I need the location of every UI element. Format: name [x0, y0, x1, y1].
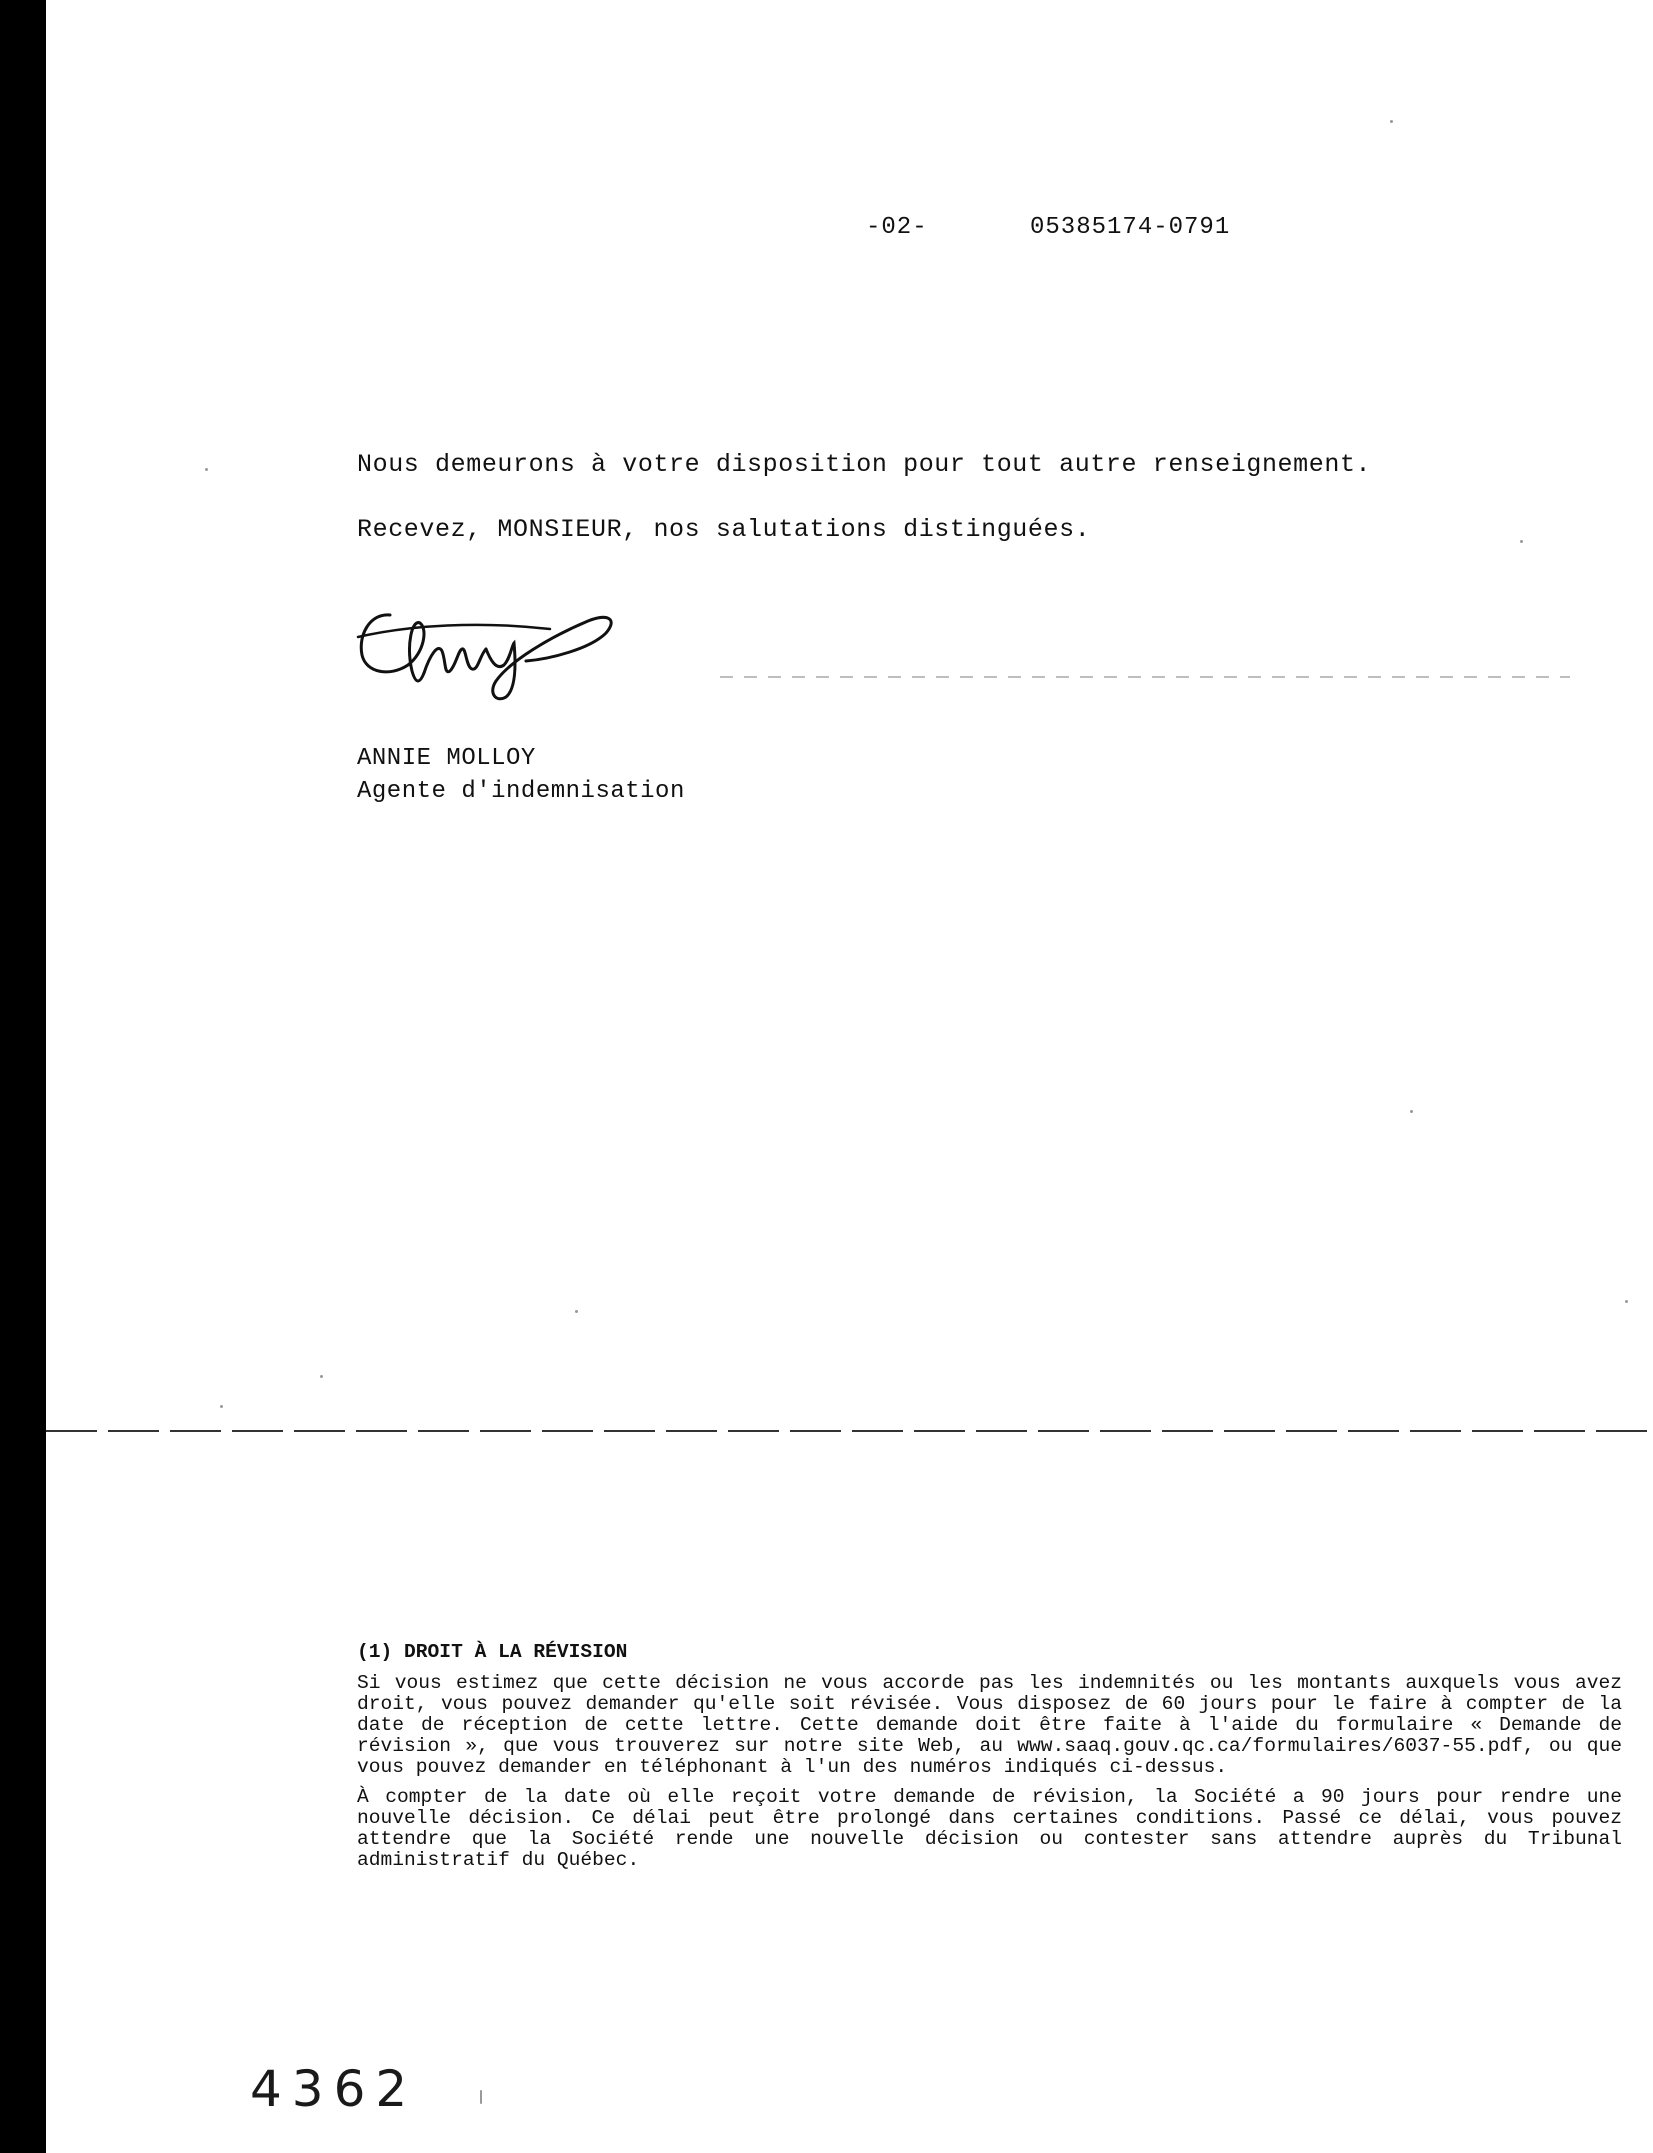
- notice-paragraph-1: Si vous estimez que cette décision ne vous accorde pas les indemnités ou les montants auxquels vous avez droit, vous pouvez demander qu'elle soit révisée. Vous disposez de 60 jours pour le faire à compter de la date de réception de cette lettre. Cette demande doit être faite à l'aide du formulaire « Demande de révision », que vous trouverez sur notre site Web, au www.saaq.gouv.qc.ca/formulaires/6037-55.pdf, ou que vous pouvez demander en téléphonant à l'un des numéros indiqués ci-dessus.: [357, 1672, 1622, 1778]
- scan-artifact-dashes: [720, 676, 1570, 678]
- notice-heading: (1) DROIT À LA RÉVISION: [357, 1641, 628, 1663]
- salutation: Recevez, MONSIEUR, nos salutations distinguées.: [357, 515, 1091, 544]
- scan-speck: [1390, 120, 1393, 123]
- notice-paragraph-2: À compter de la date où elle reçoit votre demande de révision, la Société a 90 jours pour rendre une nouvelle décision. Ce délai peut être prolongé dans certaines conditions. Passé ce délai, vous pouvez attendre que la Société rende une nouvelle décision ou contester sans attendre auprès du Tribunal administratif du Québec.: [357, 1786, 1622, 1871]
- scan-speck: [480, 2090, 482, 2104]
- stamped-number: 4362: [250, 2060, 418, 2118]
- scan-edge: [0, 0, 46, 2153]
- signer-title: Agente d'indemnisation: [357, 778, 685, 805]
- scan-speck: [1410, 1110, 1413, 1113]
- scan-speck: [1520, 540, 1523, 543]
- file-reference: 05385174-0791: [1030, 214, 1231, 241]
- page-number: -02-: [866, 214, 928, 241]
- scan-speck: [220, 1405, 223, 1408]
- signer-name: ANNIE MOLLOY: [357, 745, 536, 772]
- review-rights-notice: [357, 1642, 1622, 1880]
- divider-line: [46, 1430, 1653, 1432]
- closing-line: Nous demeurons à votre disposition pour tout autre renseignement.: [357, 450, 1372, 479]
- scan-speck: [205, 468, 208, 471]
- scan-speck: [575, 1310, 578, 1313]
- signer-block: [357, 742, 685, 808]
- scan-speck: [1625, 1300, 1628, 1303]
- signature: [350, 585, 670, 705]
- scan-speck: [320, 1375, 323, 1378]
